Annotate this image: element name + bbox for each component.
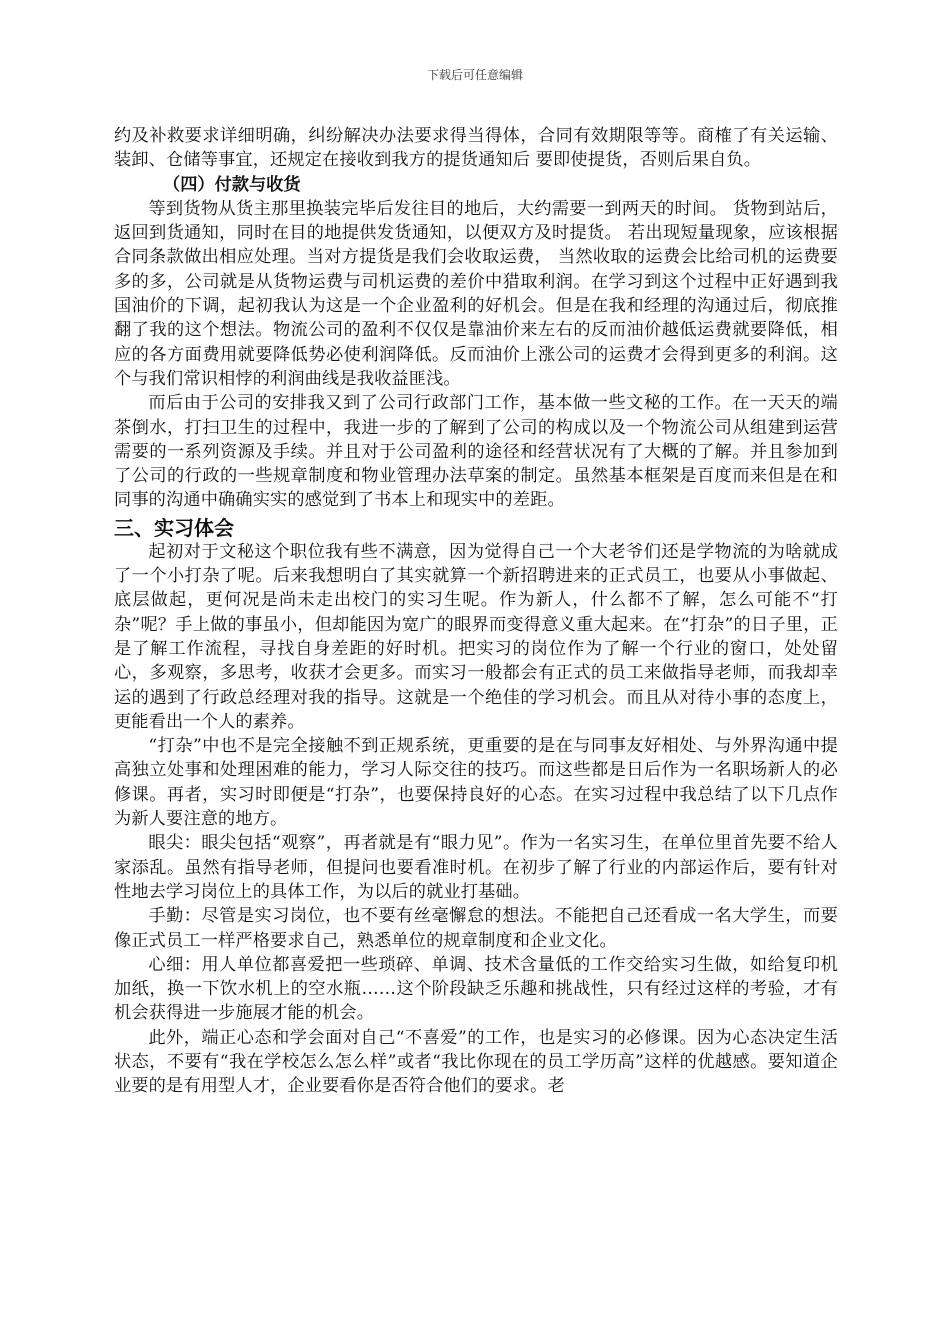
paragraph: “打杂”中也不是完全接触不到正规系统，更重要的是在与同事友好相处、与外界沟通中提高独立处事和处理困难的能力，学习人际交往的技巧。而这些都是日后作为一名职场新人的必修课。再者，实习时即便是“打杂”，也要保持良好的心态。在实习过程中我总结了以下几点作为新人要注意的地方。	[114, 736, 838, 830]
section-heading: 三、实习体会	[114, 515, 234, 540]
document-body	[114, 124, 838, 1099]
paragraph: 眼尖：眼尖包括“观察”，再者就是有“眼力见”。作为一名实习生，在单位里首先要不给人家添乱。虽然有指导老师，但提问也要看准时机。在初步了解了行业的内部运作后，要有针对性地去学习岗位上的具体工作，为以后的就业打基础。	[114, 833, 838, 902]
paragraph: 手勤：尽管是实习岗位，也不要有丝毫懈怠的想法。不能把自己还看成一名大学生，而要像正式员工一样严格要求自己，熟悉单位的规章制度和企业文化。	[114, 906, 838, 951]
paragraph: 而后由于公司的安排我又到了公司行政部门工作，基本做一些文秘的工作。在一天天的端茶倒水，打扫卫生的过程中，我进一步的了解到了公司的构成以及一个物流公司从组建到运营需要的一系列资源及手续。并且对于公司盈利的途径和经营状况有了大概的了解。并且参加到了公司的行政的一些规章制度和物业管理办法草案的制定。虽然基本框架是百度而来但是在和同事的沟通中确确实实的感觉到了书本上和现实中的差距。	[114, 393, 838, 511]
paragraph: 心细：用人单位都喜爱把一些琐碎、单调、技术含量低的工作交给实习生做，如给复印机加纸，换一下饮水机上的空水瓶……这个阶段缺乏乐趣和挑战性，只有经过这样的考验，才有机会获得进一步施展才能的机会。	[114, 954, 838, 1024]
page-header: 下载后可任意编辑	[426, 68, 523, 82]
paragraph: 起初对于文秘这个职位我有些不满意，因为觉得自己一个大老爷们还是学物流的为啥就成了一个小打杂了呢。后来我想明白了其实就算一个新招聘进来的正式员工，也要从小事做起、底层做起，更何况是尚未走出校门的实习生呢。作为新人，什么都不了解，怎么可能不“打杂”呢？手上做的事虽小，但却能因为宽广的眼界而变得意义重大起来。在“打杂”的日子里，正是了解工作流程，寻找自身差距的好时机。把实习的岗位作为了解一个行业的窗口，处处留心，多观察，多思考，收获才会更多。而实习一般都会有正式的员工来做指导老师，而我却幸运的遇到了行政总经理对我的指导。这就是一个绝佳的学习机会。而且从对待小事的态度上，更能看出一个人的素养。	[114, 541, 838, 732]
paragraph: 约及补救要求详细明确，纠纷解决办法要求得当得体，合同有效期限等等。商榷了有关运输、装卸、仓储等事宜，还规定在接收到我方的提货通知后 要即使提货，否则后果自负。	[114, 126, 838, 171]
paragraph: 等到货物从货主那里换装完毕后发往目的地后，大约需要一到两天的时间。 货物到站后，返回到货通知，同时在目的地提供发货通知，以便双方及时提货。 若出现短量现象，应该根据合同条款做出相应处理。当对方提货是我们会收取运费， 当然收取的运费会比给司机的运费要多的多，公司就是从货物运费与司机运费的差价中猎取利润。在学习到这个过程中正好遇到我国油价的下调，起初我认为这是一个企业盈利的好机会。但是在我和经理的沟通过后，彻底推翻了我的这个想法。物流公司的盈利不仅仅是靠油价来左右的反而油价越低运费就要降低，相应的各方面费用就要降低势必使利润降低。反而油价上涨公司的运费才会得到更多的利润。这个与我们常识相悖的利润曲线是我收益匪浅。	[114, 198, 838, 389]
paragraph: 此外，端正心态和学会面对自己“不喜爱”的工作，也是实习的必修课。因为心态决定生活状态，不要有“我在学校怎么怎么样”或者“我比你现在的员工学历高”这样的优越感。要知道企业要的是有用型人才，企业要看你是否符合他们的要求。老	[114, 1027, 838, 1097]
subsection-heading: （四）付款与收货	[163, 174, 301, 195]
